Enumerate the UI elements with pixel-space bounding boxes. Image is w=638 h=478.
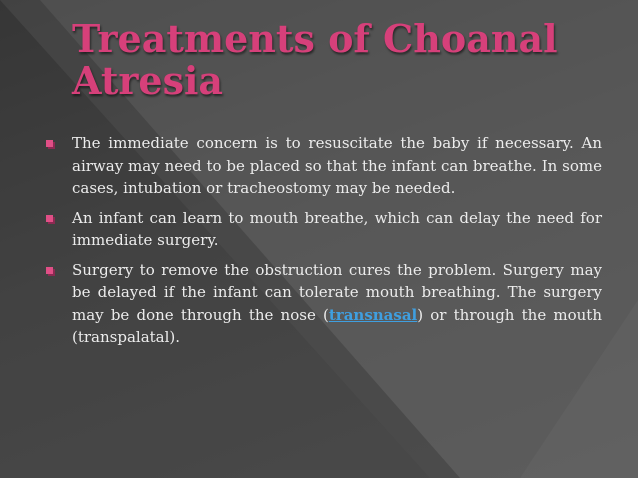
slide-title: Treatments of Choanal Atresia <box>72 16 558 103</box>
bullet-text: Surgery to remove the obstruction cures the problem. Surgery may be delayed if the infant can tolerate mouth breathing. The surgery may be done through the nose ( <box>72 260 602 324</box>
square-bullet-icon <box>46 267 53 274</box>
square-bullet-icon <box>46 215 53 222</box>
bullet-item <box>46 207 602 252</box>
bullet-item <box>46 259 602 349</box>
bullet-text: An infant can learn to mouth breathe, which can delay the need for immediate surgery. <box>72 208 602 249</box>
bullet-text: ) or through the mouth (transpalatal). <box>72 305 602 346</box>
square-bullet-icon <box>46 140 53 147</box>
transnasal-link[interactable]: transnasal <box>328 305 418 324</box>
bullet-list <box>46 132 602 356</box>
bullet-text: The immediate concern is to resuscitate the baby if necessary. An airway may need to be placed so that the infant can breathe. In some cases, intubation or tracheostomy may be needed. <box>72 134 602 197</box>
bullet-item <box>46 132 602 200</box>
